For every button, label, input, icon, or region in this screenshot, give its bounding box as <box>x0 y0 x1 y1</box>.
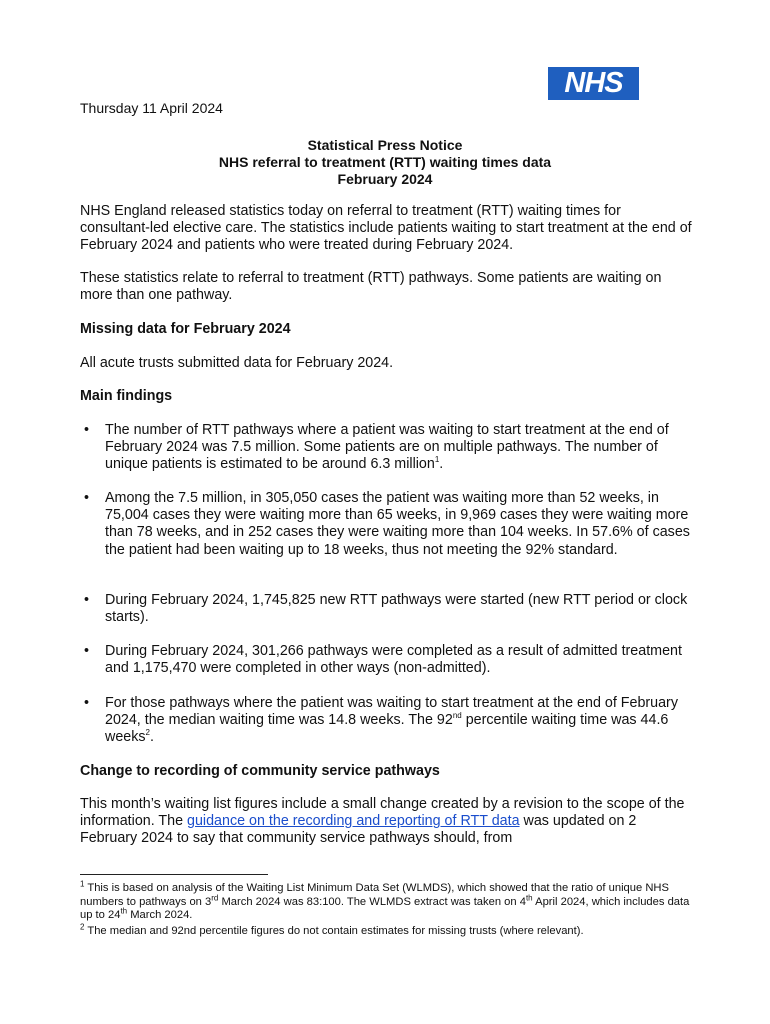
title-line-1: Statistical Press Notice <box>307 137 463 153</box>
title-line-3: February 2024 <box>337 171 433 187</box>
community-pathways-heading: Change to recording of community service pathways <box>80 763 440 779</box>
finding-text: Among the 7.5 million, in 305,050 cases the patient was waiting more than 52 weeks, in 75,004 cases they were waiting more than 65 weeks, in 9,969 cases they were waiting more than 78 weeks, and in 252 cases they were waiting more than 104 weeks. In 57.6% of cases the patient had been waiting up to 18 weeks, thus not meeting the 92% standard. <box>105 490 690 558</box>
title-line-2: NHS referral to treatment (RTT) waiting times data <box>218 154 552 170</box>
bullet-icon: • <box>84 695 90 711</box>
missing-data-text: All acute trusts submitted data for February 2024. <box>80 355 394 371</box>
bullet-icon: • <box>84 422 90 438</box>
finding-text: The number of RTT pathways where a patient was waiting to start treatment at the end of February 2024 was 7.5 million. Some patients are on multiple pathways. The number of unique patients is estimated to be around 6.3 million$^1$. <box>105 422 669 473</box>
bullet-icon: • <box>84 490 90 506</box>
main-findings-heading: Main findings <box>80 388 173 404</box>
finding-text: For those pathways where the patient was waiting to start treatment at the end of February 2024, the median waiting time was 14.8 weeks. The 92nd percentile waiting time was 44.6 weeks$^2$. <box>105 695 678 746</box>
notice-title <box>80 137 690 188</box>
rtt-guidance-link[interactable]: guidance on the recording and reporting of RTT data <box>187 813 520 830</box>
footnote-1: $^1$ This is based on analysis of the Waiting List Minimum Data Set (WLMDS), which showed that the ratio of unique NHS numbers to pathways on 3rd March 2024 was 83:100. The WLMDS extract was taken on 4th April 2024, which includes data up to 24th March 2024. <box>80 879 690 922</box>
footnote-2: $^2$ The median and 92nd percentile figures do not contain estimates for missing trusts (where relevant). <box>80 922 584 937</box>
community-pathways-text: This month’s waiting list figures include a small change created by a revision to the scope of the information. The guidance on the recording and reporting of RTT data was updated on 2 February 2024 to say that community service pathways should, from <box>80 796 685 847</box>
publication-date: Thursday 11 April 2024 <box>80 100 223 116</box>
missing-data-heading: Missing data for February 2024 <box>80 321 291 337</box>
finding-text: During February 2024, 301,266 pathways were completed as a result of admitted treatment and 1,175,470 were completed in other ways (non-admitted). <box>105 643 682 677</box>
finding-text: During February 2024, 1,745,825 new RTT pathways were started (new RTT period or clock starts). <box>105 592 688 626</box>
bullet-icon: • <box>84 592 90 608</box>
bullet-icon: • <box>84 643 90 659</box>
intro-paragraph-1: NHS England released statistics today on referral to treatment (RTT) waiting times for consultant-led elective care. The statistics include patients waiting to start treatment at the end of February 2024 and patients who were treated during February 2024. <box>80 203 692 254</box>
nhs-logo: NHS <box>548 67 639 100</box>
intro-paragraph-2: These statistics relate to referral to treatment (RTT) pathways. Some patients are waiting on more than one pathway. <box>80 270 662 304</box>
footnote-divider <box>80 874 268 875</box>
